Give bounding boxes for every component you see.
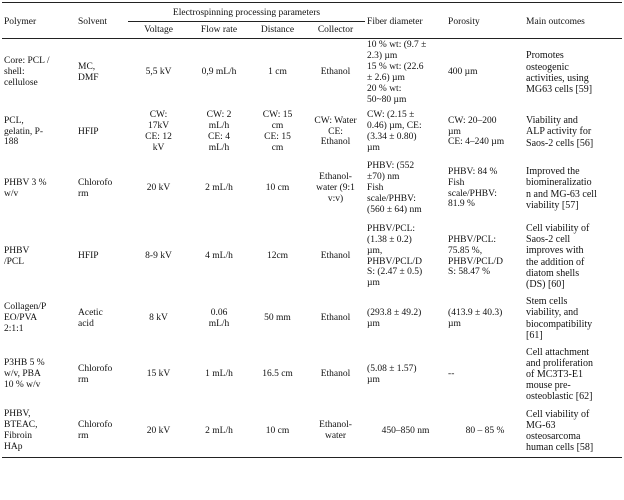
cell-outcome: Stem cells viability, and biocompatibility [61]	[526, 296, 593, 341]
cell-distance: CW: 15 cm CE: 15 cm	[262, 110, 293, 153]
cell-polymer: Core: PCL / shell: cellulose	[4, 56, 50, 89]
col-header-distance: Distance	[249, 22, 306, 39]
cell-voltage: 20 kV	[146, 183, 171, 194]
table-row	[2, 344, 622, 406]
cell-distance: 16.5 cm	[262, 369, 293, 380]
col-header-fiber-diameter: Fiber diameter	[367, 16, 423, 27]
cell-polymer: PCL, gelatin, P- 188	[4, 115, 44, 148]
col-header-flow-rate: Flow rate	[189, 22, 249, 39]
cell-porosity: CW: 20–200 µm CE: 4–240 µm	[448, 115, 505, 148]
cell-outcome: Cell attachment and proliferation of MC3T3-E1 mouse pre- osteoblastic [62]	[526, 346, 593, 403]
cell-distance: 10 cm	[265, 183, 290, 194]
table-row	[2, 406, 622, 458]
cell-solvent: MC, DMF	[78, 61, 99, 83]
cell-outcome: Cell viability of MG-63 osteosarcoma human cells [58]	[526, 408, 594, 454]
cell-polymer: PHBV /PCL	[4, 245, 30, 267]
cell-collector: Ethanol- water	[319, 420, 352, 442]
cell-porosity: 400 µm	[448, 67, 478, 78]
table-row	[2, 158, 622, 220]
cell-fiber-diameter: 10 % wt: (9.7 ± 2.3) µm 15 % wt: (22.6 ± 2.6) µm 20 % wt: 50~80 µm	[367, 40, 427, 105]
cell-solvent: HFIP	[78, 251, 99, 262]
cell-distance: 12cm	[266, 251, 289, 262]
cell-voltage: 8 kV	[149, 313, 168, 324]
cell-outcome: Promotes osteogenic activities, using MG63 cells [59]	[526, 50, 593, 95]
cell-fiber-diameter: PHBV: (552 ±70) nm Fish scale/PHBV: (560 ± 64) nm	[367, 161, 422, 215]
col-header-group: Electrospinning processing parameters	[128, 3, 365, 22]
cell-porosity: --	[448, 369, 455, 380]
cell-flow-rate: 2 mL/h	[205, 183, 233, 194]
cell-polymer: P3HB 5 % w/v, PBA 10 % w/v	[4, 358, 45, 390]
cell-voltage: 20 kV	[146, 425, 171, 436]
table-row	[2, 220, 622, 294]
cell-solvent: Chlorofo rm	[78, 177, 113, 199]
cell-solvent: Acetic acid	[78, 307, 103, 329]
cell-porosity: (413.9 ± 40.3) µm	[448, 307, 503, 329]
cell-fiber-diameter: PHBV/PCL: (1.38 ± 0.2) µm, PHBV/PCL/D S: (2.47 ± 0.5) µm	[367, 223, 423, 289]
cell-voltage: 5,5 kV	[145, 67, 172, 78]
cell-fiber-diameter: (5.08 ± 1.57) µm	[367, 363, 417, 385]
cell-flow-rate: 2 mL/h	[205, 425, 233, 436]
cell-collector: Ethanol- water (9:1 v:v)	[316, 172, 355, 204]
cell-flow-rate: CW: 2 mL/h CE: 4 mL/h	[206, 110, 232, 153]
cell-voltage: 8-9 kV	[145, 251, 172, 262]
cell-porosity: 80 – 85 %	[465, 425, 505, 436]
cell-flow-rate: 1 mL/h	[205, 369, 233, 380]
cell-fiber-diameter: CW: (2.15 ± 0.46) µm, CE: (3.34 ± 0.80) µm	[367, 110, 422, 153]
col-header-voltage: Voltage	[128, 22, 189, 39]
cell-fiber-diameter: (293.8 ± 49.2) µm	[367, 307, 422, 329]
cell-polymer: PHBV, BTEAC, Fibroin HAp	[4, 409, 38, 453]
table-row	[2, 294, 622, 344]
cell-flow-rate: 4 mL/h	[205, 251, 233, 262]
col-header-porosity: Porosity	[448, 16, 480, 27]
table-row	[2, 107, 622, 158]
cell-outcome: Cell viability of Saos-2 cell improves with the addition of diatom shells (DS) [60]	[526, 222, 590, 290]
cell-outcome: Viability and ALP activity for Saos-2 cells [56]	[526, 115, 594, 149]
cell-solvent: Chlorofo rm	[78, 363, 113, 385]
header-row-top	[2, 3, 622, 22]
electrospinning-table	[2, 2, 622, 458]
cell-distance: 1 cm	[268, 67, 287, 78]
col-header-outcomes: Main outcomes	[526, 16, 585, 27]
table-row	[2, 39, 622, 107]
cell-porosity: PHBV: 84 % Fish scale/PHBV: 81.9 %	[448, 166, 498, 210]
cell-polymer: PHBV 3 % w/v	[4, 177, 47, 199]
cell-solvent: Chlorofo rm	[78, 420, 113, 442]
col-header-solvent: Solvent	[78, 16, 108, 27]
cell-porosity: PHBV/PCL: 75.85 %, PHBV/PCL/D S: 58.47 %	[448, 234, 503, 278]
cell-outcome: Improved the biomineralizatio n and MG-63 cell viability [57]	[526, 166, 597, 211]
cell-flow-rate: 0.06 mL/h	[208, 307, 230, 329]
cell-voltage: 15 kV	[146, 369, 171, 380]
col-header-polymer: Polymer	[4, 16, 37, 27]
col-header-collector: Collector	[306, 22, 365, 39]
cell-collector: Ethanol	[320, 369, 351, 380]
cell-polymer: Collagen/P EO/PVA 2:1:1	[4, 302, 47, 334]
cell-collector: Ethanol	[320, 251, 351, 262]
cell-collector: CW: Water CE: Ethanol	[314, 115, 357, 148]
cell-collector: Ethanol	[320, 313, 351, 324]
cell-voltage: CW: 17kV CE: 12 kV	[145, 110, 172, 153]
cell-collector: Ethanol	[320, 67, 351, 78]
cell-distance: 10 cm	[265, 425, 290, 436]
cell-flow-rate: 0,9 mL/h	[201, 67, 237, 78]
cell-solvent: HFIP	[78, 126, 99, 137]
cell-fiber-diameter: 450–850 nm	[381, 425, 430, 436]
cell-distance: 50 mm	[264, 313, 291, 324]
